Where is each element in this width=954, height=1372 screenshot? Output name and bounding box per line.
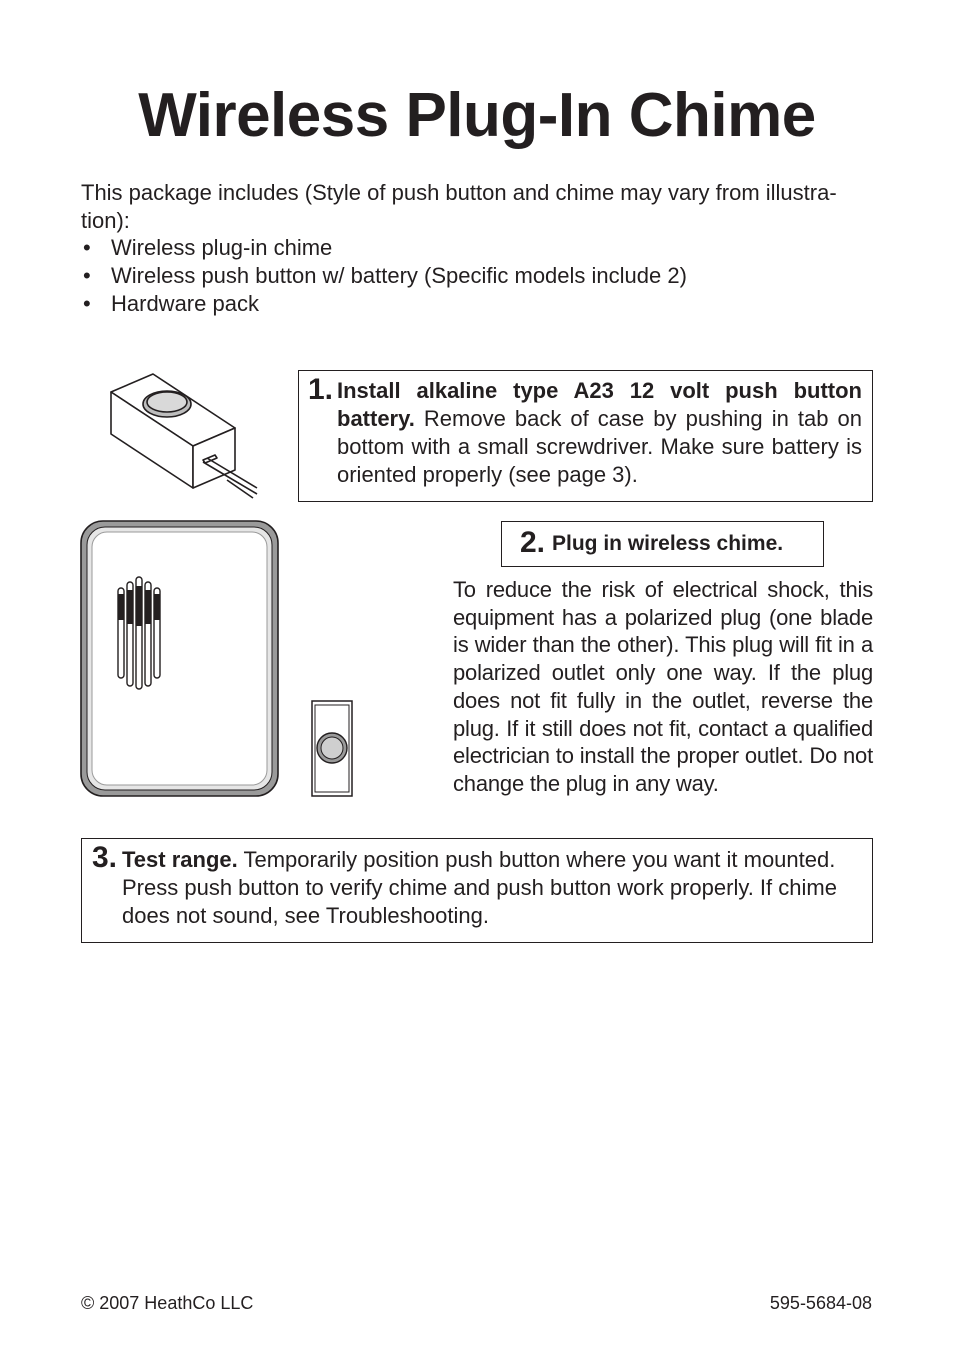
bullet: • — [83, 291, 91, 316]
push-button-illustration — [105, 370, 265, 500]
polarized-plug-warning: To reduce the risk of electrical shock, this equipment has a polarized plug (one blade is wider than the other). This plug will fit in a polarized outlet only one way. If the plug does not fit fully in the outlet, reverse the plug. If it still does not fit, contact a qualified electrician to install the proper outlet. Do not change the plug in any way. — [453, 577, 873, 796]
package-intro: This package includes (Style of push button and chime may vary from illustra- tion): — [81, 180, 837, 233]
step-body: Remove back of case by pushing in tab on bottom with a small screwdriver. Make sure battery is oriented properly (see page 3). — [337, 406, 862, 487]
step-number: 1. — [308, 373, 334, 406]
bullet: • — [83, 235, 91, 260]
step-2-box — [501, 521, 824, 567]
push-button-front-illustration — [311, 700, 353, 798]
step-heading: Install alkaline type A23 12 volt push button battery. — [337, 378, 862, 431]
step-1-box — [298, 370, 873, 502]
part-number: 595-5684-08 — [769, 1293, 872, 1313]
step-heading: Plug in wireless chime. — [552, 532, 784, 555]
list-item: • Wireless push button w/ battery (Specific models include 2) — [83, 263, 687, 288]
list-item: • Hardware pack — [83, 291, 259, 316]
list-item: • Wireless plug-in chime — [83, 235, 333, 260]
wireless-chime-illustration — [80, 520, 280, 798]
page-title: Wireless Plug-In Chime — [138, 81, 816, 150]
step-number: 3. — [92, 841, 118, 874]
copyright: © 2007 HeathCo LLC — [81, 1293, 254, 1313]
bullet: • — [83, 263, 91, 288]
step-heading: Test range. — [122, 847, 238, 872]
step-3-box — [81, 838, 873, 943]
step-number: 2. — [520, 526, 546, 559]
step-3-text — [122, 846, 864, 930]
step-1-text — [337, 377, 862, 489]
step-body: Temporarily position push button where you want it mounted. Press push button to verify chime and push button work properly. If chime does not sound, see Troubleshooting. — [122, 847, 837, 928]
package-contents-list — [81, 234, 687, 318]
